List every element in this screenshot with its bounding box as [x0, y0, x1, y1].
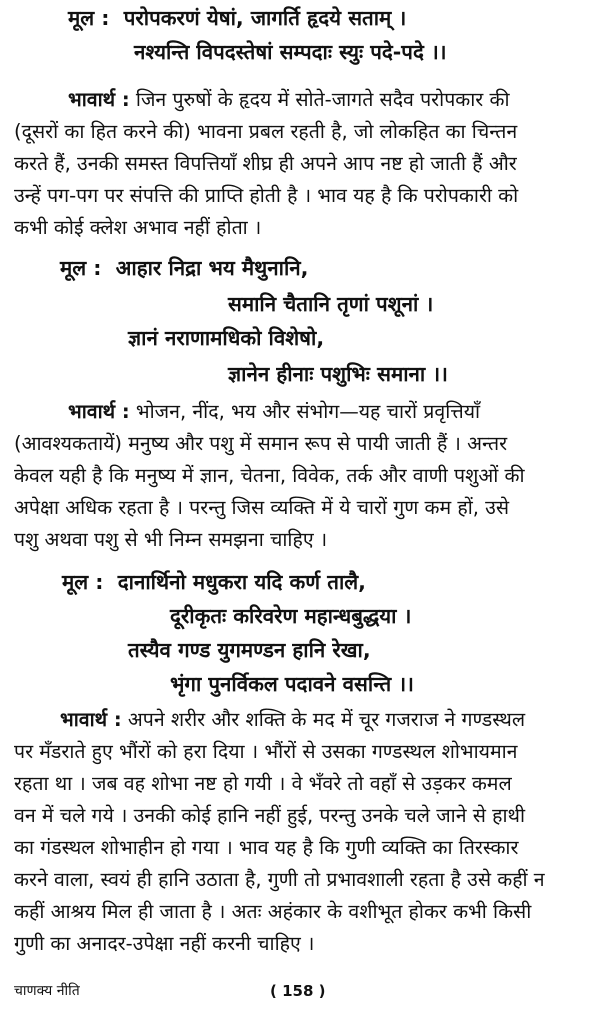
bhavarth-line: पर मँडराते हुए भौंरों को हरा दिया । भौंरों से उसका गण्डस्थल शोभायमान	[14, 740, 518, 763]
bhavarth-line: कहीं आश्रय मिल ही जाता है । अतः अहंकार के वशीभूत होकर कभी किसी	[14, 900, 532, 923]
verse-text: परोपकरणं येषां, जागर्ति हृदये सताम् ।	[123, 6, 407, 30]
bhavarth-line: अपेक्षा अधिक रहता है । परन्तु जिस व्यक्ति में ये चारों गुण कम हों, उसे	[14, 496, 510, 519]
bhavarth-text: अपने शरीर और शक्ति के मद में चूर गजराज ने गण्डस्थल	[127, 708, 526, 731]
verse-line: दूरीकृतः करिवरेण महान्धबुद्धया ।	[170, 604, 412, 628]
verse-text: दानार्थिनो मधुकरा यदि कर्ण तालै,	[117, 570, 366, 594]
bhavarth-line: (दूसरों का हित करने की) भावना प्रबल रहती है, जो लोकहित का चिन्तन	[14, 120, 518, 143]
page-number: ( 158 )	[270, 982, 326, 1000]
verse-line: समानि चैतानि तृणां पशूनां ।	[228, 292, 434, 316]
bhavarth-line: रहता था । जब वह शोभा नष्ट हो गयी । वे भँवरे तो वहाँ से उड़कर कमल	[14, 772, 512, 795]
bhavarth-text: जिन पुरुषों के हृदय में सोते-जागते सदैव परोपकार की	[135, 88, 510, 111]
verse-text: आहार निद्रा भय मैथुनानि,	[115, 256, 309, 280]
bhavarth-line: उन्हें पग-पग पर संपत्ति की प्राप्ति होती है । भाव यह है कि परोपकारी को	[14, 184, 519, 207]
verse-line	[62, 566, 366, 598]
bhavarth-line: कभी कोई क्लेश अभाव नहीं होता ।	[14, 216, 262, 239]
bhavarth-line: गुणी का अनादर-उपेक्षा नहीं करनी चाहिए ।	[14, 932, 315, 955]
mool-label: मूल :	[60, 256, 102, 280]
bhavarth-line: करते हैं, उनकी समस्त विपत्तियाँ शीघ्र ही अपने आप नष्ट हो जाती हैं और	[14, 152, 517, 175]
bhavarth-line: (आवश्यकतायें) मनुष्य और पशु में समान रूप से पायी जाती हैं । अन्तर	[14, 432, 508, 455]
book-title: चाणक्य नीति	[14, 983, 80, 999]
verse-line: भृंगा पुनर्विकल पदावने वसन्ति ।।	[170, 672, 414, 696]
bhavarth-label: भावार्थ :	[60, 708, 122, 731]
verse-line: ज्ञानेन हीनाः पशुभिः समाना ।।	[228, 362, 448, 386]
bhavarth-text: भोजन, नींद, भय और संभोग—यह चारों प्रवृत्तियाँ	[135, 400, 481, 423]
bhavarth-line: करने वाला, स्वयं ही हानि उठाता है, गुणी तो प्रभावशाली रहता है उसे कहीं न	[14, 868, 545, 891]
verse-line	[68, 2, 406, 34]
bhavarth-label: भावार्थ :	[68, 88, 130, 111]
bhavarth-line: पशु अथवा पशु से भी निम्न समझना चाहिए ।	[14, 528, 328, 551]
bhavarth-line	[60, 704, 525, 736]
verse-line	[60, 252, 308, 284]
mool-label: मूल :	[62, 570, 104, 594]
bhavarth-line: का गंडस्थल शोभाहीन हो गया । भाव यह है कि गुणी व्यक्ति का तिरस्कार	[14, 836, 519, 859]
verse-line: तस्यैव गण्ड युगमण्डन हानि रेखा,	[128, 638, 371, 662]
verse-line: नश्यन्ति विपदस्तेषां सम्पदाः स्युः पदे-पदे ।।	[134, 40, 447, 64]
bhavarth-line: केवल यही है कि मनुष्य में ज्ञान, चेतना, विवेक, तर्क और वाणी पशुओं की	[14, 464, 525, 487]
bhavarth-line	[68, 84, 510, 116]
mool-label: मूल :	[68, 6, 110, 30]
bhavarth-label: भावार्थ :	[68, 400, 130, 423]
bhavarth-line: वन में चले गये । उनकी कोई हानि नहीं हुई, परन्तु उनके चले जाने से हाथी	[14, 804, 526, 827]
verse-line: ज्ञानं नराणामधिको विशेषो,	[128, 326, 325, 350]
bhavarth-line	[68, 396, 480, 428]
